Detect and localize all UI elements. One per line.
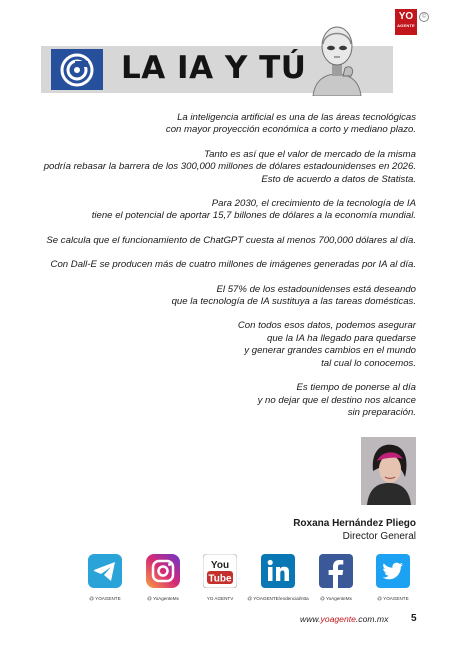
youtube-icon[interactable] <box>203 554 237 588</box>
author-photo <box>361 437 416 505</box>
svg-text:Tube: Tube <box>208 573 232 585</box>
page-number: 5 <box>411 613 417 624</box>
article-line: El 57% de los estadounidenses está deseando <box>216 283 416 295</box>
footer-url-brand: yoagente <box>320 614 356 624</box>
article-line: Se calcula que el funcionamiento de ChatGPT cuesta al menos 700,000 dólares al día. <box>46 234 416 246</box>
article-paragraph <box>20 284 416 309</box>
article-line: sin preparación. <box>347 406 416 418</box>
page-title: LA IA Y TÚ <box>121 50 307 86</box>
facebook-icon[interactable] <box>319 554 353 588</box>
article-paragraph <box>20 149 416 186</box>
article-line: Esto de acuerdo a datos de Statista. <box>261 173 416 185</box>
brand-logo-yo: YO <box>398 11 414 22</box>
footer-url-prefix: www. <box>300 614 321 624</box>
instagram-icon[interactable] <box>146 554 180 588</box>
article-line: podría rebasar la barrera de los 300,000 millones de dólares estadounidenses en 2026. <box>43 161 416 173</box>
footer-url-suffix: .com.mx <box>355 614 389 624</box>
youtube-label[interactable]: YO AGENTV <box>206 596 234 601</box>
article-line: La inteligencia artificial es una de las áreas tecnológicas <box>177 112 416 123</box>
article-paragraph <box>20 235 416 247</box>
article-line: Para 2030, el crecimiento de la tecnología de IA <box>211 198 416 210</box>
article-line: que la tecnología de IA sustituya a las tareas domésticas. <box>171 296 416 308</box>
linkedin-icon[interactable] <box>261 554 295 588</box>
article-paragraph <box>20 320 416 370</box>
article-line: tal cual lo conocemos. <box>321 357 416 369</box>
article-line: Con Dall-E se producen más de cuatro millones de imágenes generadas por IA al día. <box>50 259 416 271</box>
copyright-symbol: © <box>419 12 429 22</box>
twitter-icon[interactable] <box>376 554 410 588</box>
article-line: que la IA ha llegado para quedarse <box>267 332 416 344</box>
robot-illustration <box>307 24 367 96</box>
telegram-label[interactable]: @ YOAGENTE <box>89 596 121 601</box>
footer-url[interactable] <box>300 614 388 624</box>
article-line: con mayor proyección económica a corto y mediano plazo. <box>165 124 416 136</box>
article-line: Es tiempo de ponerse al día <box>296 382 416 394</box>
article-line: Tanto es así que el valor de mercado de la misma <box>204 148 416 160</box>
author-name: Roxana Hernández Pliego <box>293 518 416 529</box>
facebook-label[interactable]: @ YoAgenteMx <box>320 596 352 601</box>
article-line: y generar grandes cambios en el mundo <box>244 345 416 357</box>
article-paragraph <box>20 112 416 137</box>
brand-logo-agente: AGENTE <box>397 23 415 28</box>
article-line: tiene el potencial de aportar 15,7 billones de dólares a la economía mundial. <box>91 210 416 222</box>
twitter-label[interactable]: @ YOAGENTE <box>377 596 409 601</box>
target-logo-icon <box>59 52 95 88</box>
linkedin-label[interactable]: @ YOAGENTE/endencial/ntta <box>247 596 309 601</box>
article-paragraph <box>20 259 416 271</box>
section-logo <box>51 49 103 90</box>
article-line: y no dejar que el destino nos alcance <box>257 394 416 406</box>
author-role: Director General <box>342 531 416 542</box>
instagram-label[interactable]: @ YoAgenteMx <box>147 596 179 601</box>
svg-text:You: You <box>210 560 230 571</box>
brand-logo <box>395 9 417 35</box>
article-body <box>20 112 416 431</box>
article-paragraph <box>20 198 416 223</box>
telegram-icon[interactable] <box>88 554 122 588</box>
article-paragraph <box>20 382 416 419</box>
article-line: Con todos esos datos, podemos asegurar <box>237 320 416 332</box>
